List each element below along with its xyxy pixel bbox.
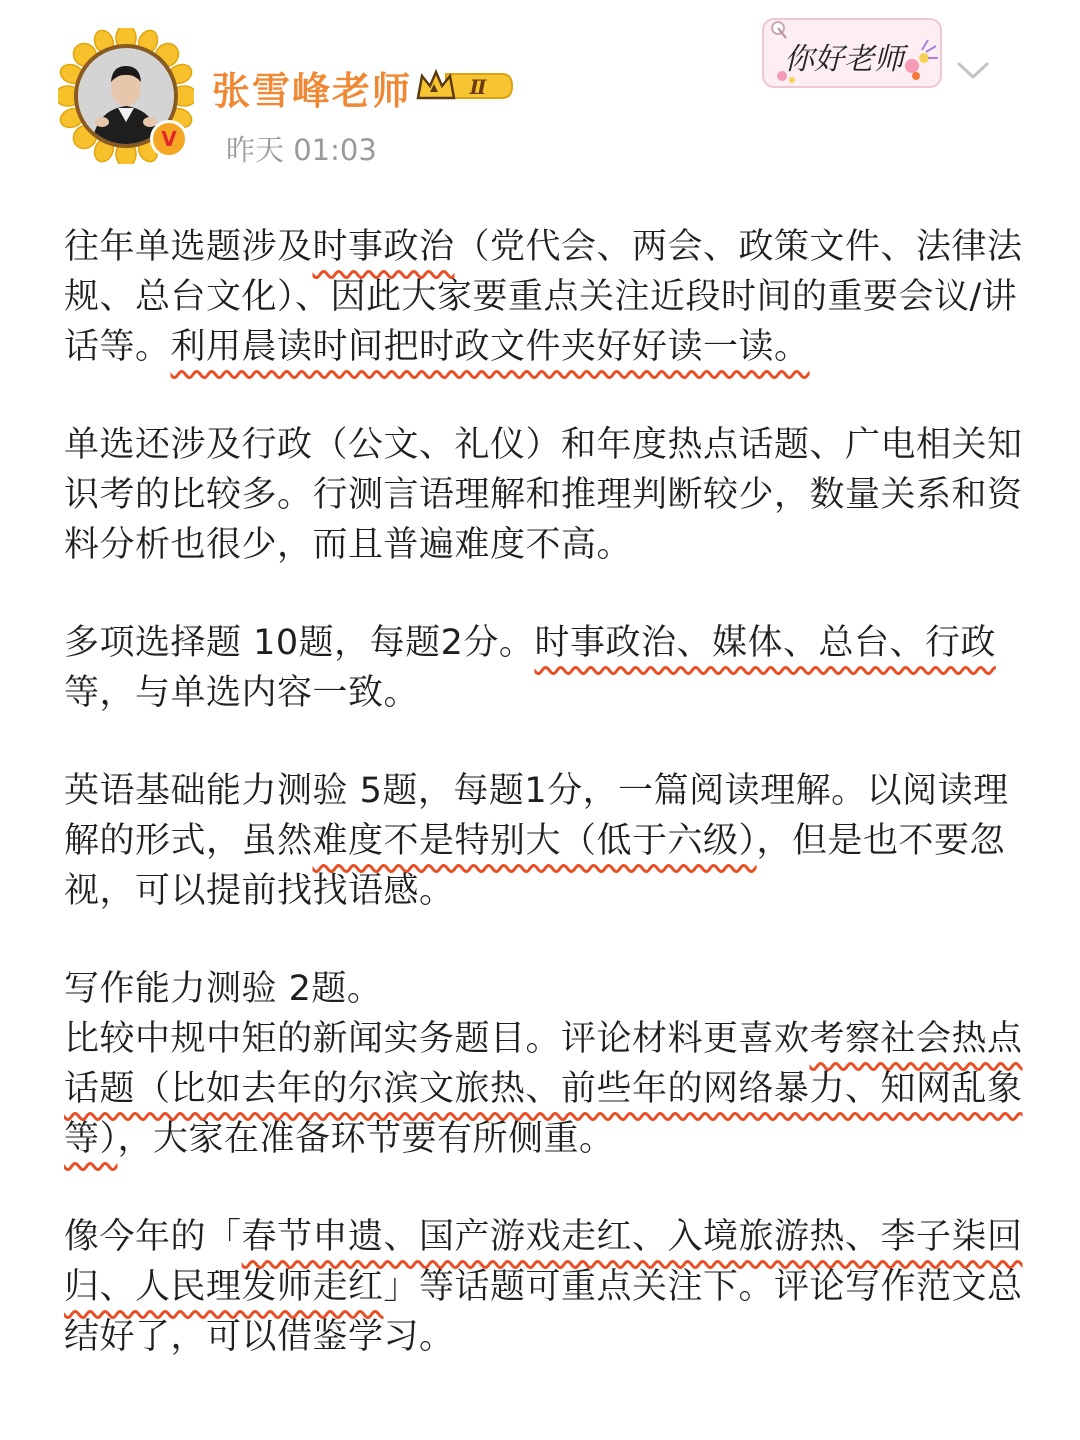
text-run: ，但是也不要忽视，可以提前找找语感。 xyxy=(64,821,1006,911)
sticker-text: 你好老师 xyxy=(784,42,904,77)
avatar[interactable] xyxy=(58,28,194,164)
text-run: 多项选择题 10题，每题2分。 xyxy=(64,623,535,663)
chevron-down-icon xyxy=(956,60,990,82)
highlighted-text: 时事政治、媒体、总台、行政 xyxy=(534,623,996,663)
text-run: 像今年的「 xyxy=(64,1217,242,1257)
post-body xyxy=(64,222,1024,1410)
highlighted-text: 难度不是特别大（低于六级） xyxy=(312,821,757,861)
text-run: 等，与单选内容一致。 xyxy=(64,673,420,713)
vip-level: Ⅱ xyxy=(469,75,487,99)
text-run: 比较中规中矩的新闻实务题目。评论材料更喜欢 xyxy=(64,1019,810,1059)
highlighted-text: 考察社会热点话题（比如去年的尔滨文旅热、前些年的网络暴力、知网乱象等） xyxy=(64,1019,1023,1159)
paragraph-4 xyxy=(64,766,1024,916)
vip-crown-badge[interactable] xyxy=(416,66,514,110)
more-options-chevron[interactable] xyxy=(956,60,990,86)
text-run: ，大家在准备环节要有所侧重。 xyxy=(117,1119,615,1159)
text-run: 往年单选题涉及 xyxy=(64,227,313,267)
greeting-sticker[interactable] xyxy=(762,18,942,88)
paragraph-3 xyxy=(64,618,1024,718)
highlighted-text: 时事政治 xyxy=(312,227,455,267)
highlighted-text: 利用晨读时间把时政文件夹好好读一读。 xyxy=(170,327,810,367)
post-header xyxy=(0,0,1080,190)
paragraph-1 xyxy=(64,222,1024,372)
paragraph-2 xyxy=(64,420,1024,570)
paragraph-5 xyxy=(64,1014,1024,1164)
paragraph-5-heading xyxy=(64,964,1024,1014)
text-run: （党代会、两会、政策文件、法律法规、总台文化）、因此大家要重点关注近段时间的重要会议/讲话等。 xyxy=(64,227,1023,367)
crown-badge-icon xyxy=(416,66,514,106)
text-run: 单选还涉及行政（公文、礼仪）和年度热点话题、广电相关知识考的比较多。行测言语理解和推理判断较少，数量关系和资料分析也很少，而且普遍难度不高。 xyxy=(64,425,1023,565)
text-run: 」等话题可重点关注下。评论写作范文总结好了，可以借鉴学习。 xyxy=(64,1267,1023,1357)
username[interactable]: 张雪峰老师 xyxy=(212,69,413,113)
verified-badge-icon: V xyxy=(150,120,188,158)
paragraph-6 xyxy=(64,1212,1024,1362)
text-run: 英语基础能力测验 5题，每题1分，一篇阅读理解。以阅读理解的形式，虽然 xyxy=(64,771,1009,861)
highlighted-text: 春节申遗、国产游戏走红、入境旅游热、李子柒回归、人民理发师走红 xyxy=(64,1217,1023,1307)
text-run: 写作能力测验 2题。 xyxy=(64,969,383,1009)
post-timestamp: 昨天 01:03 xyxy=(226,133,377,167)
